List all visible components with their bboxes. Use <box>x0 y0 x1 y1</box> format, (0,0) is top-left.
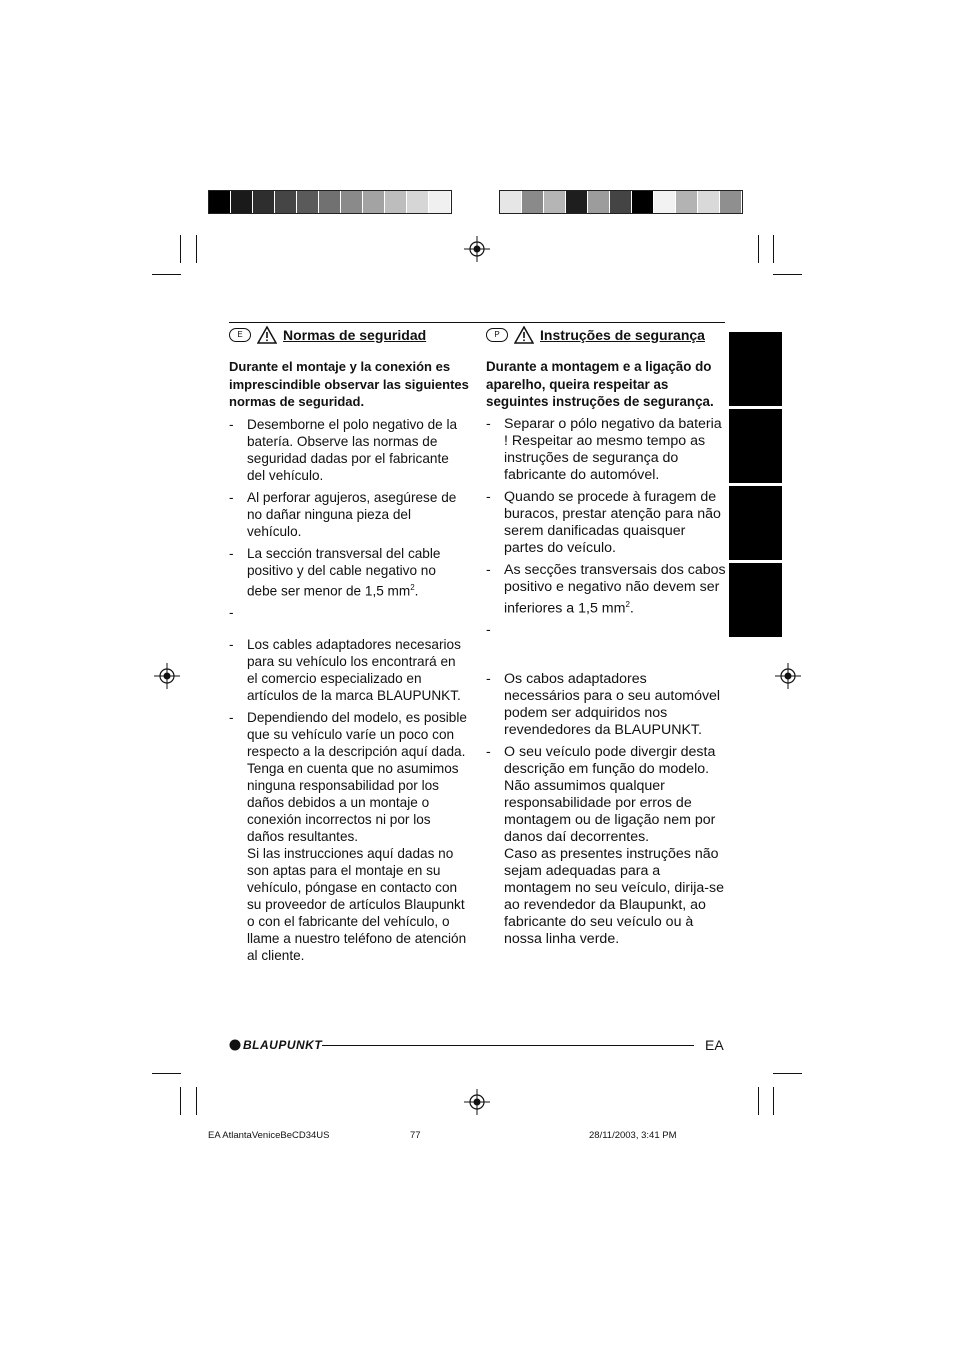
brand-name: BLAUPUNKT <box>243 1038 323 1052</box>
registration-mark-icon <box>154 663 180 689</box>
section-heading <box>486 326 726 344</box>
list-item: - Al perforar agujeros, asegúrese de no dañar ninguna pieza del vehículo. <box>229 489 469 540</box>
footer-file: EA AtlantaVeniceBeCD34US <box>208 1130 330 1141</box>
color-swatch <box>522 191 544 213</box>
language-tab <box>729 563 782 637</box>
section-title: Normas de seguridad <box>283 326 427 343</box>
crop-mark <box>758 1087 759 1115</box>
color-bar-left <box>208 190 452 214</box>
list-item: - Os cabos adaptadores necessários para o seu automóvel podem ser adquiridos nos revendedores da BLAUPUNKT. <box>486 671 726 739</box>
section-heading <box>229 326 469 344</box>
color-swatch <box>385 191 407 213</box>
registration-mark-icon <box>464 236 490 262</box>
color-swatch <box>407 191 429 213</box>
language-tab <box>729 332 782 406</box>
color-swatch <box>610 191 632 213</box>
color-swatch <box>429 191 451 213</box>
top-rule <box>229 322 725 323</box>
safety-list <box>229 416 469 965</box>
color-swatch <box>566 191 588 213</box>
language-tab <box>729 409 782 483</box>
list-item: - As secções transversais dos cabos positivo e negativo não devem ser inferiores a 1,5 $mm^2$. <box>486 562 726 618</box>
portuguese-column <box>486 326 726 953</box>
intro-text: Durante el montaje y la conexión es imprescindible observar las siguientes normas de seguridad. <box>229 359 469 409</box>
footer-page: 77 <box>410 1130 421 1141</box>
language-tab <box>729 486 782 560</box>
list-item: - Los cables adaptadores necesarios para su vehículo los encontrará en el comercio especializado en artículos de la marca BLAUPUNKT. <box>229 636 469 704</box>
safety-list <box>486 416 726 949</box>
crop-mark <box>180 235 181 263</box>
language-badge: E <box>229 328 251 342</box>
brand-dot-icon <box>229 1039 241 1051</box>
list-item: - Separar o pólo negativo da bateria ! Respeitar ao mesmo tempo as instruções de segurança do fabricante do automóvel. <box>486 416 726 484</box>
crop-mark <box>180 1087 181 1115</box>
warning-icon <box>257 326 277 344</box>
intro-text: Durante a montagem e a ligação do aparelho, queira respeitar as seguintes instruções de segurança. <box>486 359 714 409</box>
list-item: - Dependiendo del modelo, es posible que su vehículo varíe un poco con respecto a la descripción aquí dada. Tenga en cuenta que no asumimos ninguna responsabilidad por los daños debidos a un montaje o conexión incorrectos ni por los daños resultantes. Si las instrucciones aquí dadas no son aptas para el montaje en su vehículo, póngase en contacto con su proveedor de artículos Blaupunkt o con el fabricante del vehículo, o llame a nuestro teléfono de atención al cliente. <box>229 709 469 964</box>
color-swatch <box>341 191 363 213</box>
color-swatch <box>363 191 385 213</box>
color-swatch <box>588 191 610 213</box>
list-item <box>486 622 726 639</box>
color-swatch <box>544 191 566 213</box>
crop-mark <box>196 235 197 263</box>
language-badge: P <box>486 328 508 342</box>
registration-mark-icon <box>464 1089 490 1115</box>
list-item: - Desemborne el polo negativo de la batería. Observe las normas de seguridad dadas por el fabricante del vehículo. <box>229 416 469 484</box>
crop-mark <box>152 1073 181 1074</box>
registration-mark-icon <box>775 663 801 689</box>
color-swatch <box>231 191 253 213</box>
footer-date: 28/11/2003, 3:41 PM <box>589 1130 677 1141</box>
crop-mark <box>773 1073 802 1074</box>
color-swatch <box>319 191 341 213</box>
crop-mark <box>152 274 181 275</box>
crop-mark <box>196 1087 197 1115</box>
bottom-rule <box>322 1045 694 1046</box>
color-swatch <box>698 191 720 213</box>
spanish-column <box>229 326 469 969</box>
section-title: Instruções de segurança <box>540 326 705 343</box>
color-swatch <box>209 191 231 213</box>
color-swatch <box>654 191 676 213</box>
list-item: - La sección transversal del cable positivo y del cable negativo no debe ser menor de 1,5 $mm^2$. <box>229 545 469 600</box>
color-swatch <box>632 191 654 213</box>
crop-mark <box>758 235 759 263</box>
color-swatch <box>676 191 698 213</box>
warning-icon <box>514 326 534 344</box>
crop-mark <box>773 235 774 263</box>
page-code: EA <box>705 1037 724 1053</box>
list-item: - Quando se procede à furagem de buracos, prestar atenção para não serem danificadas quaisquer partes do veículo. <box>486 489 726 557</box>
color-swatch <box>253 191 275 213</box>
color-swatch <box>720 191 742 213</box>
color-swatch <box>275 191 297 213</box>
color-swatch <box>500 191 522 213</box>
color-bar-right <box>499 190 743 214</box>
crop-mark <box>773 274 802 275</box>
brand-logo <box>229 1038 322 1052</box>
color-swatch <box>297 191 319 213</box>
list-item <box>229 604 469 621</box>
crop-mark <box>773 1087 774 1115</box>
list-item: - O seu veículo pode divergir desta descrição em função do modelo. Não assumimos qualquer responsabilidade por erros de montagem ou de ligação nem por danos daí decorrentes. Caso as presentes instruções não sejam adequadas para a montagem no seu veículo, dirija-se ao revendedor da Blaupunkt, ao fabricante do seu veículo ou à nossa linha verde. <box>486 744 726 948</box>
